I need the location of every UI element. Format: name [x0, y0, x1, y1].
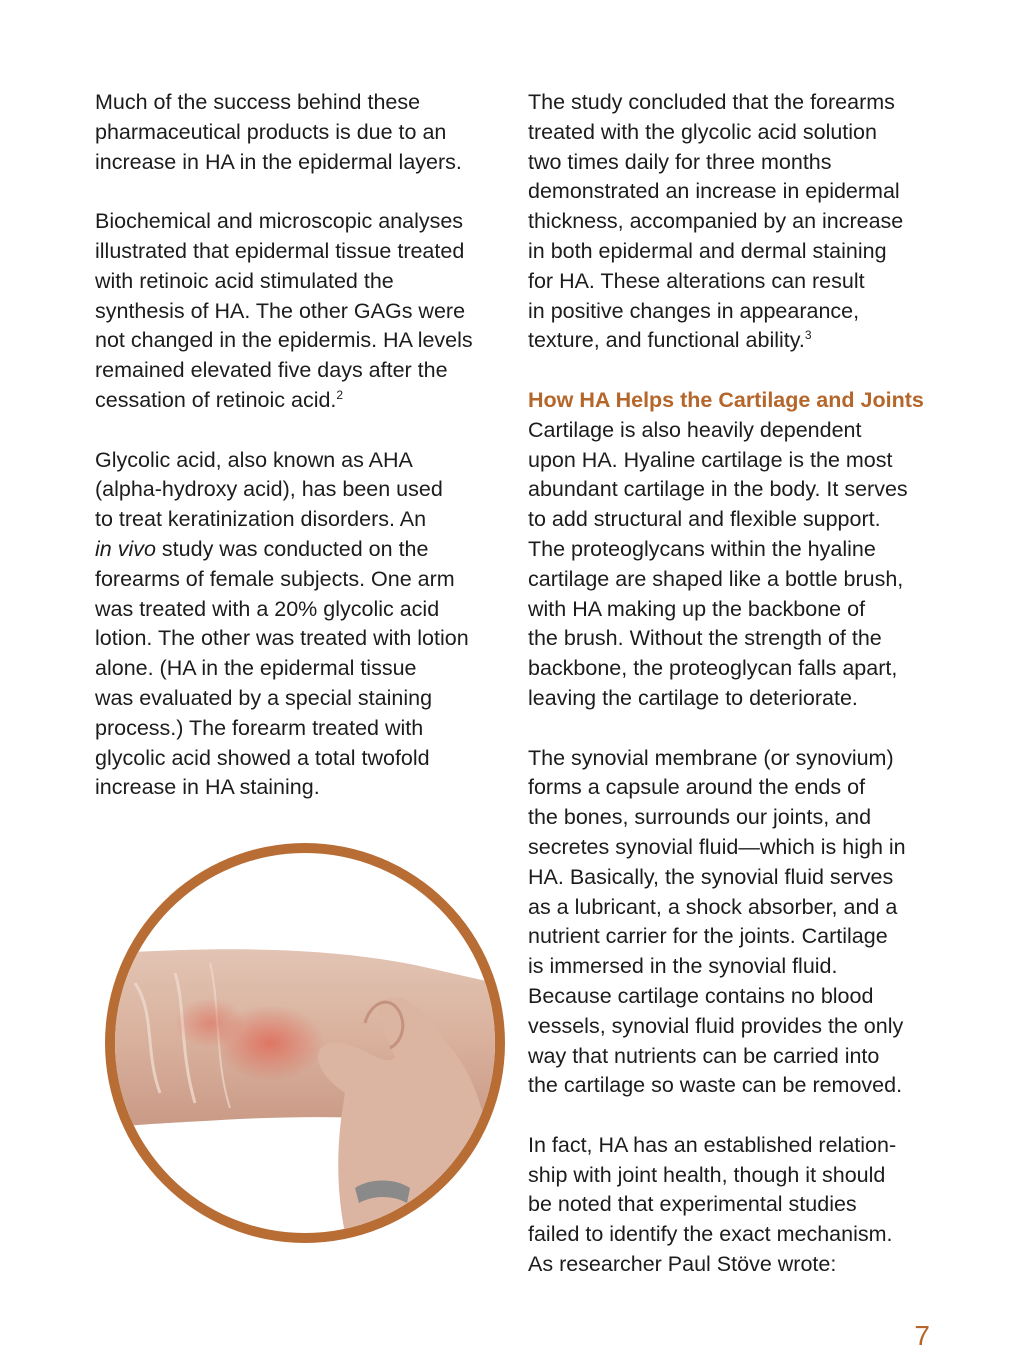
text-line: (alpha-hydroxy acid), has been used: [95, 477, 443, 502]
footnote-ref: 3: [804, 328, 812, 343]
text-line: for HA. These alterations can result: [528, 268, 865, 293]
text-line: In fact, HA has an established relation-: [528, 1132, 897, 1157]
text-line: the cartilage so waste can be removed.: [528, 1073, 903, 1098]
text-line: cartilage are shaped like a bottle brush,: [528, 566, 904, 591]
paragraph: [95, 207, 505, 416]
text-line: [528, 326, 938, 356]
paragraph: [528, 1131, 938, 1280]
text-line: way that nutrients can be carried into: [528, 1043, 880, 1068]
footnote-ref: 2: [336, 387, 344, 402]
text-line: process.) The forearm treated with: [95, 715, 424, 740]
text-line: abundant cartilage in the body. It serves: [528, 477, 908, 502]
text-line: The study concluded that the forearms: [528, 90, 895, 114]
text-line: Biochemical and microscopic analyses: [95, 209, 464, 234]
left-column: [95, 88, 505, 833]
text-line: two times daily for three months: [528, 149, 832, 174]
paragraph: [95, 88, 505, 177]
text-line: to add structural and flexible support.: [528, 507, 881, 532]
text-line: in positive changes in appearance,: [528, 298, 860, 323]
text-line: HA. Basically, the synovial fluid serves: [528, 864, 894, 889]
text-fragment: cessation of retinoic acid.: [95, 387, 337, 412]
text-line: with HA making up the backbone of: [528, 596, 866, 621]
text-line: in both epidermal and dermal staining: [528, 238, 887, 263]
right-column: [528, 88, 938, 1310]
text-line: forms a capsule around the ends of: [528, 775, 866, 800]
text-line: forearms of female subjects. One arm: [95, 566, 455, 591]
text-line: treated with the glycolic acid solution: [528, 119, 877, 144]
paragraph: [528, 88, 938, 356]
page-number: 7: [914, 1320, 930, 1351]
text-line: upon HA. Hyaline cartilage is the most: [528, 447, 893, 472]
forearm-photo: [105, 843, 505, 1243]
text-fragment: texture, and functional ability.: [528, 328, 805, 353]
text-line: not changed in the epidermis. HA levels: [95, 328, 473, 353]
text-line: failed to identify the exact mechanism.: [528, 1222, 893, 1247]
paragraph: [528, 744, 938, 1102]
text-line: backbone, the proteoglycan falls apart,: [528, 656, 898, 681]
text-line: pharmaceutical products is due to an: [95, 119, 447, 144]
text-line: synthesis of HA. The other GAGs were: [95, 298, 466, 323]
section-heading: How HA Helps the Cartilage and Joints: [528, 387, 924, 412]
text-line: lotion. The other was treated with lotion: [95, 626, 469, 651]
paragraph: [95, 446, 505, 804]
text-line: Much of the success behind these: [95, 90, 421, 114]
text-line: as a lubricant, a shock absorber, and a: [528, 894, 898, 919]
text-line: leaving the cartilage to deteriorate.: [528, 685, 858, 710]
text-line: increase in HA in the epidermal layers.: [95, 149, 462, 174]
italic-term: in vivo: [95, 536, 156, 561]
text-line: demonstrated an increase in epidermal: [528, 179, 900, 204]
text-line: Glycolic acid, also known as AHA: [95, 447, 413, 472]
text-line: As researcher Paul Stöve wrote:: [528, 1252, 837, 1277]
text-line: illustrated that epidermal tissue treated: [95, 238, 465, 263]
text-line: increase in HA staining.: [95, 775, 320, 800]
text-line: The synovial membrane (or synovium): [528, 745, 894, 770]
text-line: the brush. Without the strength of the: [528, 626, 882, 651]
text-line: The proteoglycans within the hyaline: [528, 536, 876, 561]
text-fragment: study was conducted on the: [155, 536, 429, 561]
text-line: the bones, surrounds our joints, and: [528, 805, 872, 830]
paragraph: [528, 386, 938, 714]
text-line: vessels, synovial fluid provides the only: [528, 1013, 904, 1038]
text-line: be noted that experimental studies: [528, 1192, 857, 1217]
text-line: with retinoic acid stimulated the: [95, 268, 394, 293]
text-line: [95, 535, 505, 565]
text-line: was treated with a 20% glycolic acid: [95, 596, 440, 621]
text-line: secretes synovial fluid—which is high in: [528, 834, 906, 859]
text-line: to treat keratinization disorders. An: [95, 507, 427, 532]
text-line: [95, 386, 505, 416]
text-line: is immersed in the synovial fluid.: [528, 954, 838, 979]
text-line: nutrient carrier for the joints. Cartilage: [528, 924, 888, 949]
text-line: alone. (HA in the epidermal tissue: [95, 656, 417, 681]
text-line: Cartilage is also heavily dependent: [528, 417, 862, 442]
text-line: was evaluated by a special staining: [95, 685, 433, 710]
text-line: ship with joint health, though it should: [528, 1162, 886, 1187]
text-line: glycolic acid showed a total twofold: [95, 745, 430, 770]
text-line: thickness, accompanied by an increase: [528, 209, 904, 234]
text-line: remained elevated five days after the: [95, 358, 448, 383]
text-line: Because cartilage contains no blood: [528, 983, 874, 1008]
forearm-illustration: [115, 853, 495, 1233]
